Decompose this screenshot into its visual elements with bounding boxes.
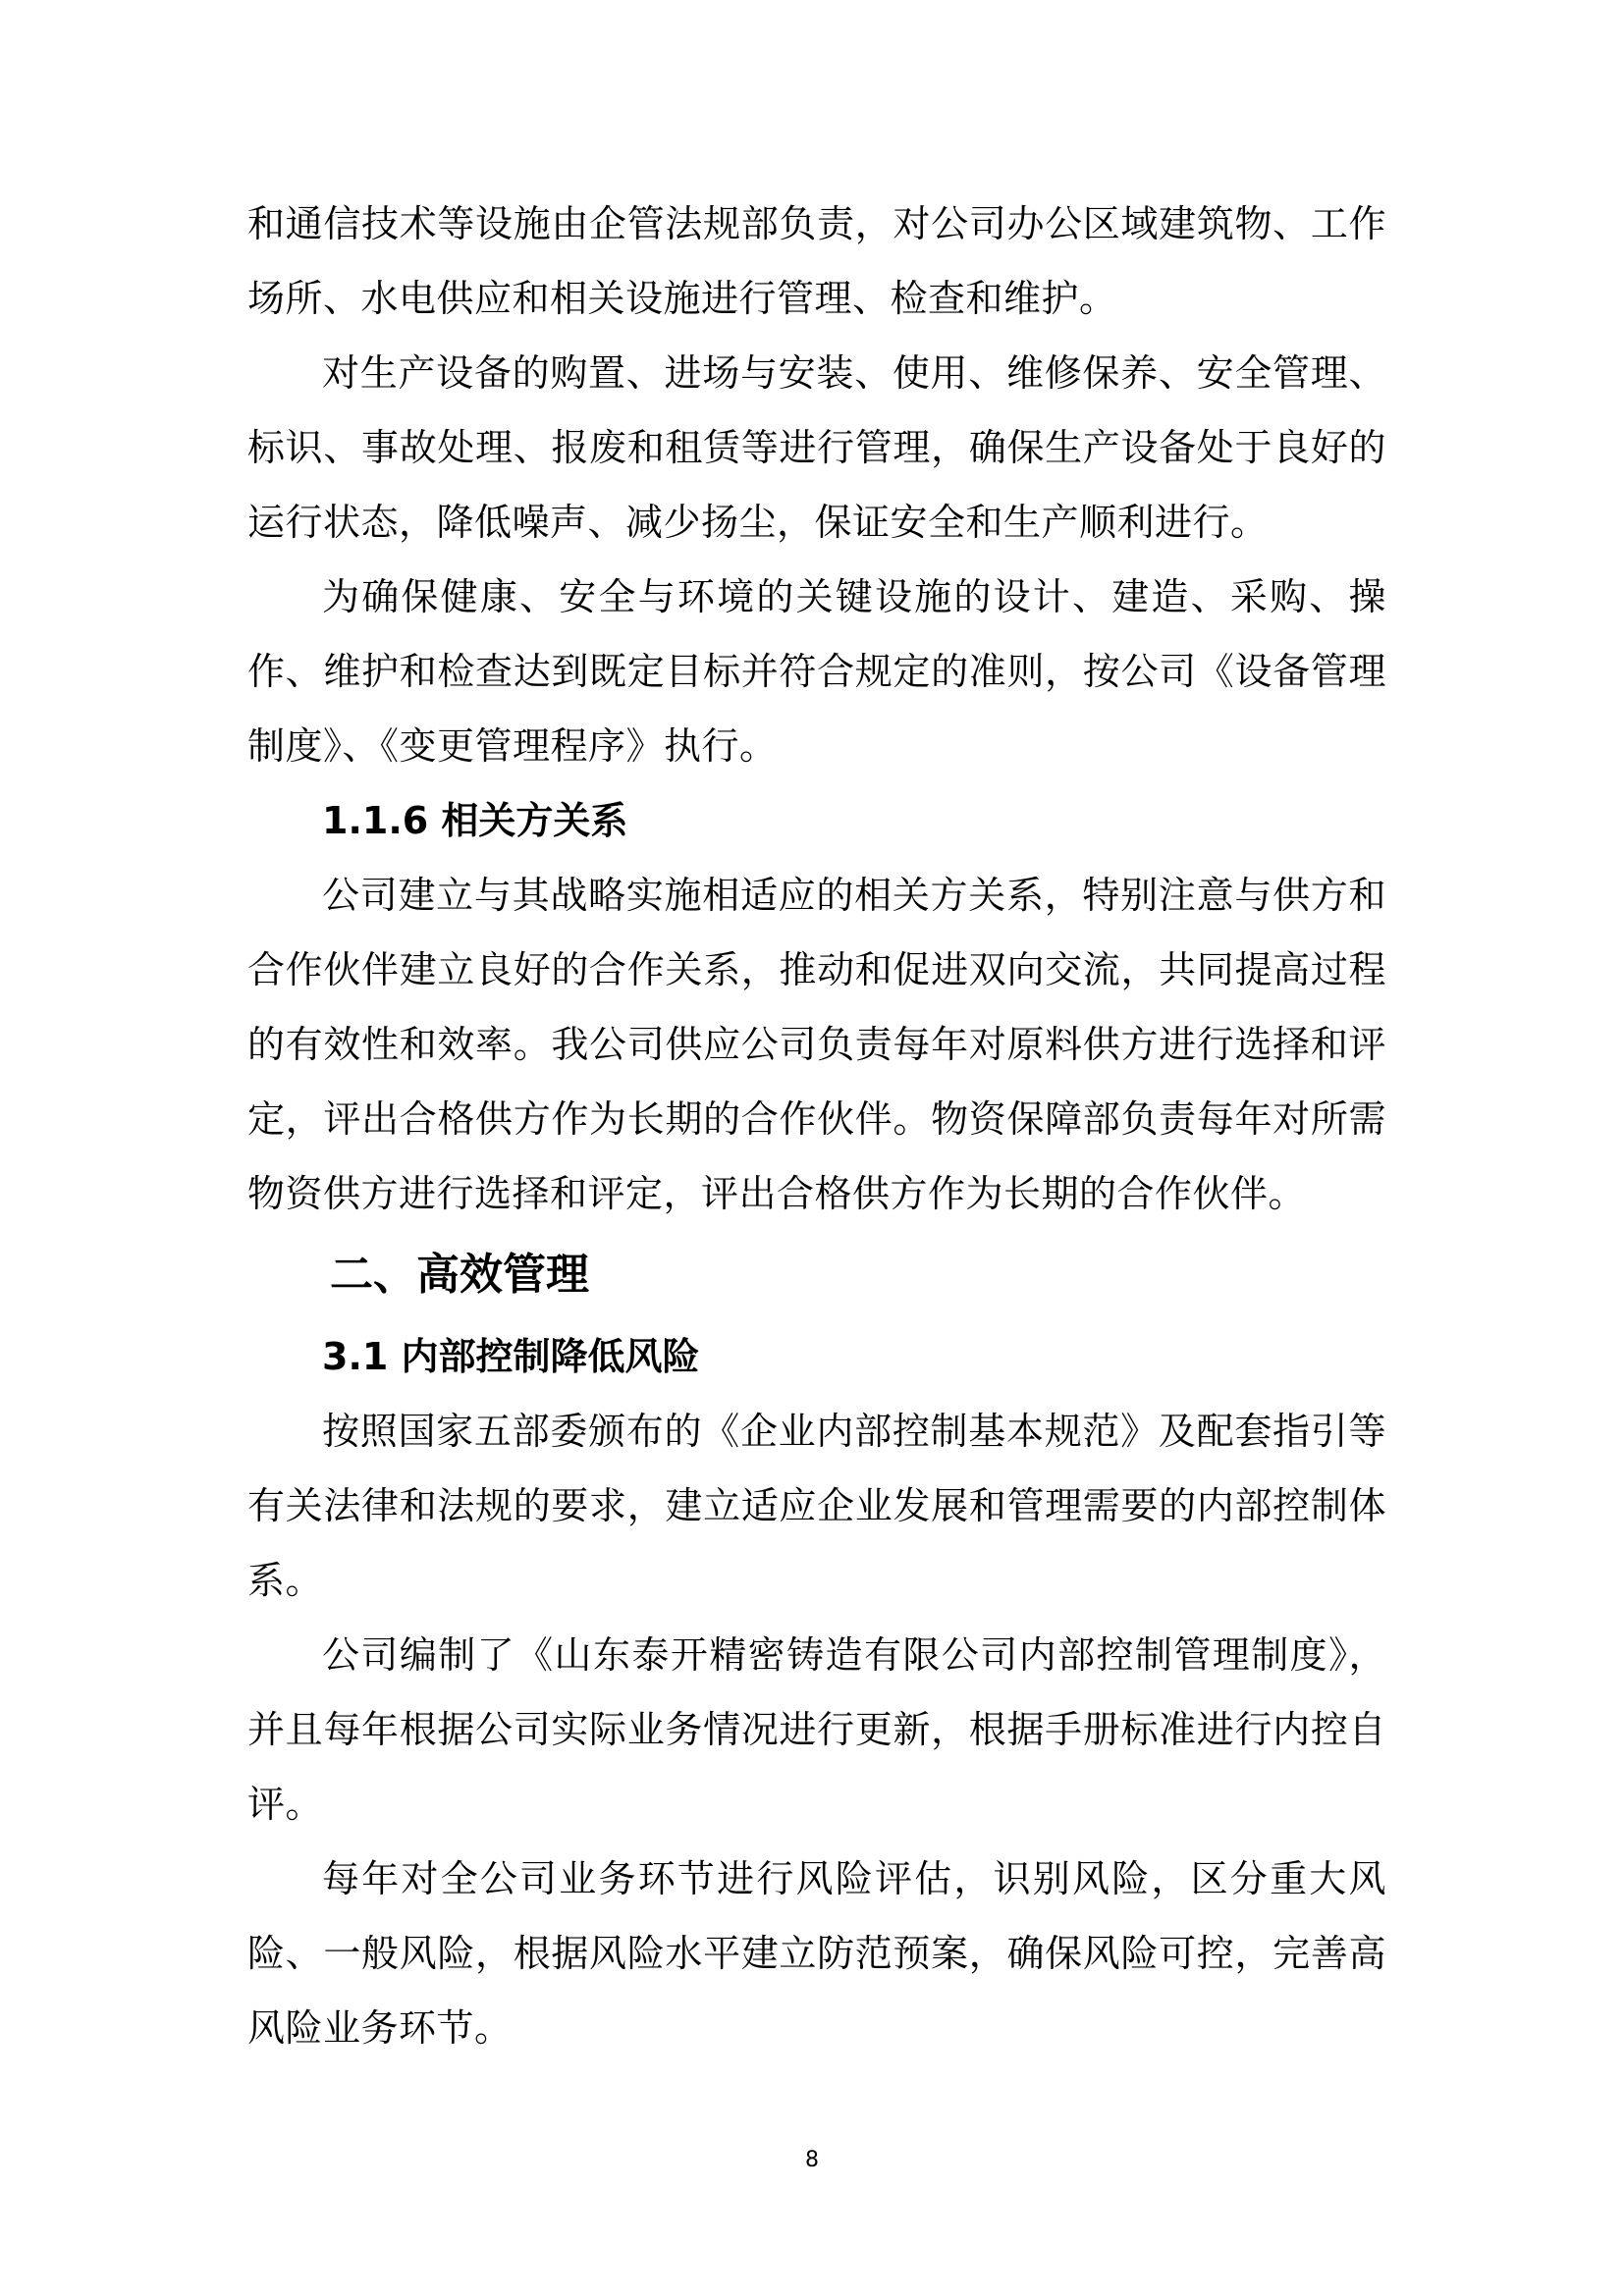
paragraph-risk-assessment: 每年对全公司业务环节进行风险评估，识别风险，区分重大风险、一般风险，根据风险水平建立防范预案，确保风险可控，完善高风险业务环节。 — [247, 1857, 1386, 2050]
paragraph-stakeholder-relations: 公司建立与其战略实施相适应的相关方关系，特别注意与供方和合作伙伴建立良好的合作关系，推动和促进双向交流，共同提高过程的有效性和效率。我公司供应公司负责每年对原料供方进行选择和评定，评出合格供方作为长期的合作伙伴。物资保障部负责每年对所需物资供方进行选择和评定，评出合格供方作为长期的合作伙伴。 — [247, 874, 1386, 1215]
paragraph-internal-control-manual: 公司编制了《山东泰开精密铸造有限公司内部控制管理制度》，并且每年根据公司实际业务情况进行更新，根据手册标准进行内控自评。 — [247, 1633, 1386, 1826]
page-number: 8 — [805, 2148, 819, 2172]
chapter-heading-efficient-management: 二、高效管理 — [330, 1250, 589, 1300]
paragraph-production-equipment: 对生产设备的购置、进场与安装、使用、维修保养、安全管理、标识、事故处理、报废和租赁等进行管理，确保生产设备处于良好的运行状态，降低噪声、减少扬尘，保证安全和生产顺利进行。 — [247, 351, 1386, 544]
document-body — [247, 187, 1386, 2065]
paragraph-key-facilities: 为确保健康、安全与环境的关键设施的设计、建造、采购、操作、维护和检查达到既定目标并符合规定的准则，按公司《设备管理制度》、《变更管理程序》执行。 — [247, 575, 1386, 768]
paragraph-internal-control-norms: 按照国家五部委颁布的《企业内部控制基本规范》及配套指引等有关法律和法规的要求，建立适应企业发展和管理需要的内部控制体系。 — [247, 1410, 1386, 1602]
section-heading-internal-control: 3.1 内部控制降低风险 — [322, 1335, 700, 1378]
paragraph-facilities-continued: 和通信技术等设施由企管法规部负责，对公司办公区域建筑物、工作场所、水电供应和相关设施进行管理、检查和维护。 — [247, 202, 1386, 320]
section-heading-stakeholder-relations: 1.1.6 相关方关系 — [322, 799, 628, 842]
